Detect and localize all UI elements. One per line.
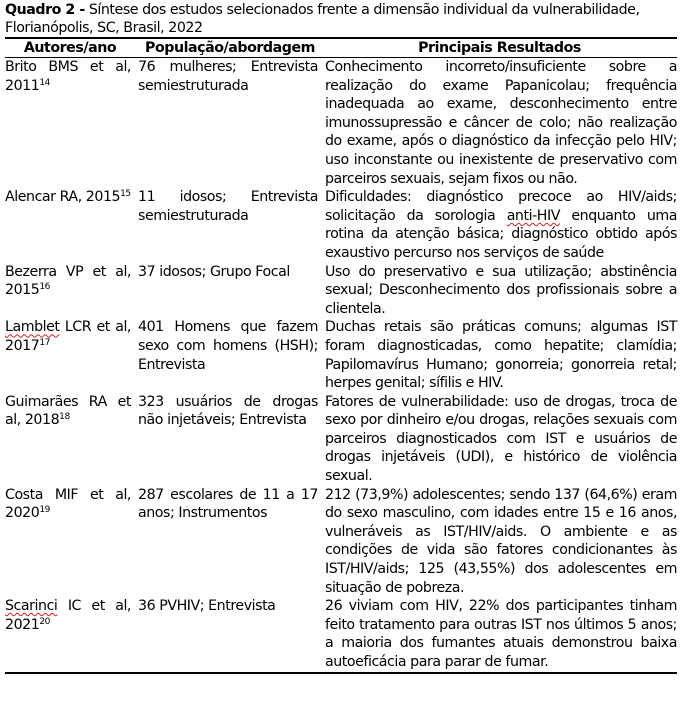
header-results: Principais Resultados bbox=[322, 38, 677, 58]
cell-author: Scarinci IC et al, 2021$^{20}$ bbox=[5, 597, 135, 672]
table-row bbox=[5, 58, 677, 189]
reference-number: 18 bbox=[59, 412, 70, 423]
reference-number: 14 bbox=[39, 77, 50, 88]
cell-results: Uso do preservativo e sua utilização; abstinência sexual; Desconhecimento dos profissionais sobre a clientela. bbox=[325, 263, 677, 317]
cell-author: Lamblet LCR et al, 2017$^{17}$ bbox=[5, 319, 131, 354]
reference-number: 15 bbox=[120, 189, 131, 200]
header-population: População/abordagem bbox=[135, 38, 322, 58]
spellcheck-flagged-word: anti-HIV bbox=[506, 207, 560, 224]
cell-author: Costa MIF et al, 2020$^{19}$ bbox=[5, 486, 131, 522]
cell-author: Guimarães RA et al, 2018$^{18}$ bbox=[5, 393, 131, 429]
reference-number: 17 bbox=[39, 337, 50, 348]
cell-results: Duchas retais são práticas comuns; algumas IST foram diagnosticadas, como hepatite; clamídia; Papilomavírus Humano; gonorreia; gonorreia retal; herpes genital; sífilis e HIV. bbox=[325, 319, 677, 392]
cell-population: 401 Homens que fazem sexo com homens (HSH); Entrevista bbox=[138, 319, 318, 373]
cell-author: Alencar RA, 2015$^{15}$ bbox=[5, 189, 131, 206]
cell-results: Dificuldades: diagnóstico precoce ao HIV/aids; solicitação da sorologia anti-HIV enquanto uma rotina da atenção básica; diagnóstico obtido após exaustivo percurso nos serviços de saúde bbox=[325, 189, 677, 261]
reference-number: 16 bbox=[39, 282, 50, 293]
cell-population: 287 escolares de 11 a 17 anos; Instrumentos bbox=[138, 486, 318, 522]
cell-population: 76 mulheres; Entrevista semiestruturada bbox=[138, 59, 318, 94]
cell-results: 26 viviam com HIV, 22% dos participantes tinham feito tratamento para outras IST nos últimos 5 anos; a maioria dos fumantes atuais demonstrou baixa autoeficácia para parar de fumar. bbox=[322, 597, 677, 672]
cell-population: 37 idosos; Grupo Focal bbox=[138, 263, 290, 280]
table-row bbox=[5, 393, 677, 486]
table-row bbox=[5, 597, 677, 672]
studies-table bbox=[5, 37, 677, 674]
table-row bbox=[5, 486, 677, 598]
table-caption bbox=[5, 2, 677, 37]
header-authors: Autores/ano bbox=[5, 38, 135, 58]
cell-results: 212 (73,9%) adolescentes; sendo 137 (64,6%) eram do sexo masculino, com idades entre 15 e 16 anos, vulneráveis as IST/HIV/aids. O ambiente e as condições de vida são fatores condicionantes às IST/HIV/aids; 125 (43,55%) dos adolescentes em situação de pobreza. bbox=[325, 486, 677, 596]
caption-label: Quadro 2 - bbox=[5, 2, 85, 18]
table-row bbox=[5, 188, 677, 262]
cell-population: 323 usuários de drogas não injetáveis; Entrevista bbox=[138, 393, 318, 429]
cell-results: Fatores de vulnerabilidade: uso de drogas, troca de sexo por dinheiro e/ou drogas, relações sexuais com parceiros diagnosticados com IST e usuários de drogas injetáveis (UDI), e histórico de violência sexual. bbox=[325, 393, 677, 485]
table-row bbox=[5, 263, 677, 319]
table-row bbox=[5, 318, 677, 392]
reference-number: 19 bbox=[39, 505, 50, 516]
cell-author: Brito BMS et al, 2011$^{14}$ bbox=[5, 59, 131, 94]
caption-text: Síntese dos estudos selecionados frente a dimensão individual da vulnerabilidade, Florianópolis, SC, Brasil, 2022 bbox=[5, 2, 640, 36]
spellcheck-flagged-word: Lamblet bbox=[5, 319, 60, 336]
cell-population: 11 idosos; Entrevista semiestruturada bbox=[138, 189, 318, 224]
reference-number: 20 bbox=[39, 616, 50, 627]
cell-population: 36 PVHIV; Entrevista bbox=[135, 597, 322, 672]
cell-results: Conhecimento incorreto/insuficiente sobre a realização do exame Papanicolau; frequência inadequada ao exame, desconhecimento entre imunossupressão e câncer de colo; não realização do exame, após o diagnóstico da infecção pelo HIV; uso inconstante ou inexistente de preservativo com parceiros sexuais, sejam fixos ou não. bbox=[325, 59, 677, 187]
spellcheck-flagged-word: Scarinci bbox=[5, 598, 58, 615]
table-header-row bbox=[5, 38, 677, 58]
cell-author: Bezerra VP et al, 2015$^{16}$ bbox=[5, 263, 131, 299]
